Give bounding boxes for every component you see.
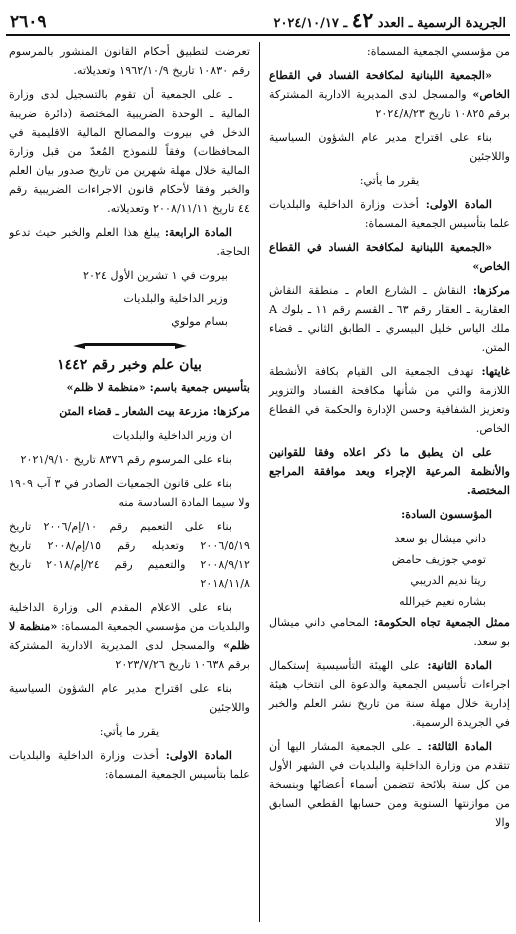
article-1-label: المادة الاولى:	[425, 197, 493, 211]
rep-label: ممثل الجمعية تجاه الحكومة:	[373, 615, 510, 629]
column-divider	[259, 42, 260, 922]
para-minister: ان وزير الداخلية والبلديات	[112, 429, 232, 442]
headquarters	[269, 281, 510, 357]
journal-title	[273, 8, 506, 32]
compliance-note: على ان يطبق ما ذكر اعلاه وفقا للقوانين والأنظمة المرعية الإجراء وبعد موافقة المراجع المختصة.	[269, 445, 510, 497]
para-decree: بناء على المرسوم رقم ٨٣٧٦ تاريخ ٢٠٢١/٩/١٠	[20, 453, 232, 466]
statement-subtitle-1: بتأسيس جمعية باسم: «منظمة لا ظلم»	[66, 380, 250, 394]
article-2-label: المادة الثانية:	[427, 658, 492, 672]
article-1-b	[9, 746, 250, 784]
article-3-label: المادة الثالثة:	[427, 739, 492, 753]
sign-name: بسام مولوي	[171, 315, 228, 328]
para-proposal-2: بناء على اقتراح مدير عام الشؤون السياسية واللاجئين	[9, 682, 250, 714]
notification-text: بناء على الاعلام المقدم الى وزارة الداخلية والبلديات من مؤسسي الجمعية المسماة:	[9, 601, 251, 633]
article-4-label: المادة الرابعة:	[164, 225, 233, 239]
page-header	[6, 6, 510, 36]
decides-heading-2: يقرر ما يأتي:	[99, 725, 160, 738]
para-notification	[9, 598, 250, 674]
founders-label: المؤسسون السادة:	[401, 507, 492, 521]
goals-text: تهدف الجمعية الى القيام بكافة الأنشطة اللازمة والتي من شأنها مكافحة الفساد والتزوير وتعزيز الشفافية وحسن الإدارة والحكمة في القطاع الخاص.	[269, 365, 510, 435]
goals-label: غايتها:	[481, 364, 510, 378]
assoc-name-2: «الجمعية اللبنانية لمكافحة الفساد في القطاع الخاص»	[269, 240, 510, 273]
para-registration	[269, 66, 510, 123]
right-column	[262, 42, 510, 922]
para-tax-registration: ـ على الجمعية أن تقوم بالتسجيل لدى وزارة المالية ـ الوحدة الضريبية المختصة (دائرة ضريبة الدخل في بيروت والمصالح المالية الاقليمية في المحافظات) وفقاً للنموذج المُعدّ من قبل وزارة المالية خلال مهلة شهرين من تاريخ صدور بيان العلم والخبر وفقا لأحكام قانون الاجراءات الضريبية رقم ٤٤ تاريخ ٢٠٠٨/١١/١١ وتعديلاته.	[9, 88, 250, 215]
government-rep	[269, 613, 510, 651]
journal-name: الجريدة الرسمية ـ العدد	[377, 16, 506, 31]
hq-text: النقاش ـ الشارع العام ـ منطقة النقاش العقارية ـ العقار رقم ٦٣ ـ القسم رقم ١١ ـ بلوك A ملك الياس خليل البيسري ـ الطابق الثاني ـ قضاء المتن.	[269, 284, 510, 354]
statement-title: بيان علم وخبر رقم ١٤٤٢	[57, 357, 202, 373]
notification-registration: والمسجل لدى المديرية الادارية المشتركة برقم ١٠٦٣٨ تاريخ ٢٠٢٣/٧/٢٦	[9, 639, 250, 671]
left-column	[9, 42, 257, 922]
para-circulars: بناء على التعميم رقم ١٠/إم/٢٠٠٦ تاريخ ٢٠٠٦/٥/١٩ وتعديله رقم ١٥/إم/٢٠٠٨ تاريخ ٢٠٠٨/٩/١٢ والتعميم رقم ٢٤/إم/٢٠١٨ تاريخ ٢٠١٨/١١/٨	[9, 520, 250, 590]
page-number: ٢٦٠٩	[10, 12, 47, 32]
article-2	[269, 656, 510, 732]
para-proposal: بناء على اقتراح مدير عام الشؤون السياسية واللاجئين	[269, 131, 510, 163]
section-divider-ornament	[85, 343, 175, 346]
para-founders-intro: من مؤسسي الجمعية المسماة:	[366, 45, 510, 58]
issue-date: ـ ٢٠٢٤/١٠/١٧	[273, 16, 348, 31]
org-name: «منظمة لا ظلم»	[9, 619, 250, 652]
founder-name: ريتا نديم الدريبي	[410, 574, 486, 587]
decides-heading: يقرر ما يأتي:	[359, 174, 420, 187]
issue-number: ٤٢	[351, 8, 374, 32]
article-2-text: على الهيئة التأسيسية إستكمال اجراءات تأسيس الجمعية والدعوة الى انتخاب هيئة إدارية خلال مهلة سنة من تاريخ نشر العلم والخبر في الجريدة الرسمية.	[269, 659, 510, 729]
article-1-b-label: المادة الاولى:	[165, 748, 233, 762]
article-3	[269, 737, 510, 832]
founder-name: تومي جوزيف حامض	[391, 553, 486, 566]
article-3-text: ـ على الجمعية المشار اليها أن تتقدم من وزارة الداخلية والبلديات في الشهر الأول من كل سنة بلائحة تتضمن أسماء أعضائها وبنسخة من موازنتها السنوية ومن حسابها القطعي السابق والا	[269, 740, 510, 829]
statement-subtitle-2: مركزها: مزرعة بيت الشعار ـ قضاء المتن	[59, 404, 250, 418]
founder-name: داني ميشال بو سعد	[394, 532, 486, 545]
article-4	[9, 223, 250, 261]
founders-list	[269, 529, 510, 611]
article-1	[269, 195, 510, 233]
founder-name: بشاره نعيم خيرالله	[399, 595, 486, 608]
columns	[6, 42, 510, 922]
article-4-text: يبلغ هذا العلم والخبر حيث تدعو الحاجة.	[9, 226, 250, 258]
registration-text: والمسجل لدى المديرية الادارية المشتركة برقم ١٠٨٢٥ تاريخ ٢٠٢٤/٨/٢٣	[269, 88, 510, 120]
article-1-b-text: أخذت وزارة الداخلية والبلديات علما بتأسيس الجمعية المسماة:	[9, 749, 250, 781]
hq-label: مركزها:	[472, 283, 510, 297]
para-associations-law: بناء على قانون الجمعيات الصادر في ٣ آب ١٩٠٩ ولا سيما المادة السادسة منه	[9, 477, 250, 509]
goals	[269, 362, 510, 438]
sign-place-date: بيروت في ١ تشرين الأول ٢٠٢٤	[82, 269, 228, 282]
sign-title: وزير الداخلية والبلديات	[123, 292, 228, 305]
signature-block	[9, 266, 250, 331]
para-law-ref: تعرضت لتطبيق أحكام القانون المنشور بالمرسوم رقم ١٠٨٣٠ تاريخ ١٩٦٢/١٠/٩ وتعديلاته.	[9, 45, 250, 77]
association-name: «الجمعية اللبنانية لمكافحة الفساد في القطاع الخاص»	[269, 68, 510, 101]
rep-text: المحامي داني ميشال بو سعد.	[269, 616, 510, 648]
article-1-text: أخذت وزارة الداخلية والبلديات علما بتأسيس الجمعية المسماة:	[269, 198, 510, 230]
